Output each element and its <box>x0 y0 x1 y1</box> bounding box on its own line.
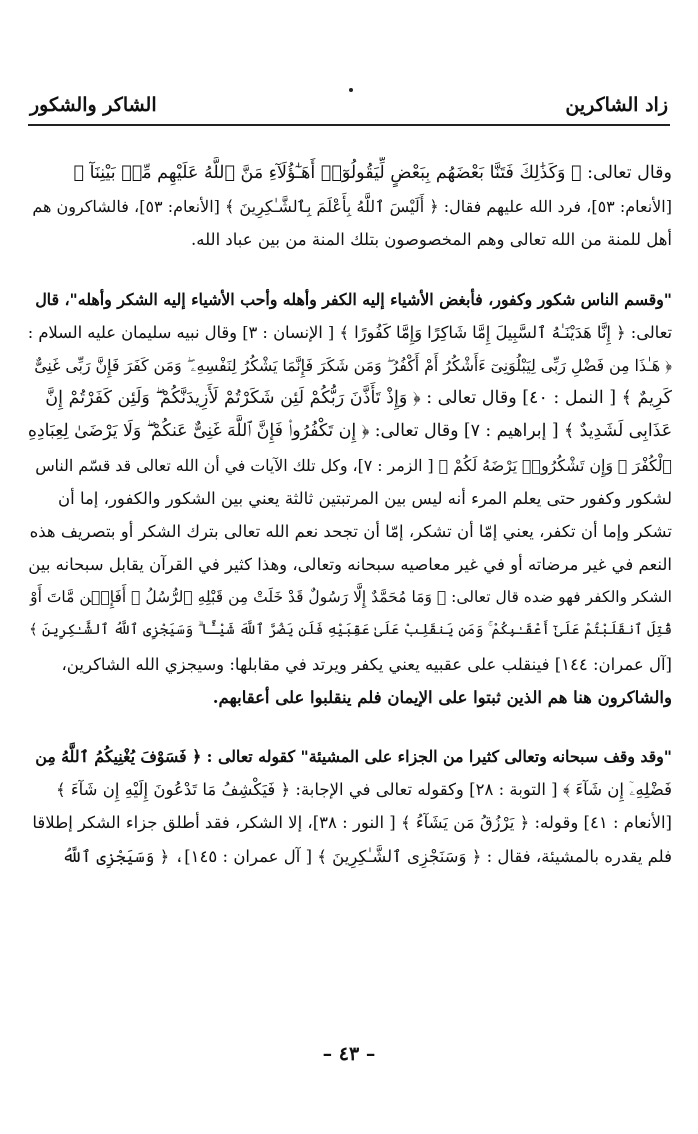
text-line: عَذَابِى لَشَدِيدٌ ﴾ [ إبراهيم : ٧] وقال تعالى: ﴿ إِن تَكْفُرُوا۟ فَإِنَّ ٱللَّهَ غَنِىٌّ عَنكُمْ ۖ وَلَا يَرْضَىٰ لِعِبَادِهِ <box>27 421 672 442</box>
text-line: [آل عمران: ١٤٤] فينقلب على عقبيه يعني يكفر ويرتد في مقابلها: وسيجزي الله الشاكرين، <box>61 654 672 674</box>
header-dot <box>349 88 353 92</box>
text-line: فلم يقدره بالمشيئة، فقال : ﴿ وَسَنَجْزِى ٱلشَّـٰكِرِينَ ﴾ [ آل عمران : ١٤٥]، ﴿ وَسَيَجْزِى ٱللَّهُ <box>62 846 672 866</box>
paragraph <box>26 157 672 257</box>
text-line: ﴿ هَـٰذَا مِن فَضْلِ رَبِّى لِيَبْلُوَنِىٓ ءَأَشْكُرُ أَمْ أَكْفُرُ ۖ وَمَن شَكَرَ فَإِنَّمَا يَشْكُرُ لِنَفْسِهِۦ ۖ وَمَن كَفَرَ فَإِنَّ رَبِّى غَنِىٌّ <box>34 355 672 375</box>
chapter-title: الشاكر والشكور <box>30 94 157 116</box>
running-header <box>30 94 668 118</box>
text-line: أهل للمنة من الله تعالى وهم المخصوصون بتلك المنة من بين عباد الله. <box>191 230 672 250</box>
text-line: قُتِلَ ٱنقَلَبْتُمْ عَلَىٰٓ أَعْقَـٰبِكُمْ ۚ وَمَن يَنقَلِبْ عَلَىٰ عَقِبَيْهِ فَلَن يَضُرَّ ٱللَّهَ شَيْـًٔا ۗ وَسَيَجْزِى ٱللَّهُ ٱلشَّـٰكِرِينَ ﴾ <box>29 622 672 639</box>
text-line: كَرِيمٌ ﴾ [ النمل : ٤٠] وقال تعالى : ﴿ وَإِذْ تَأَذَّنَ رَبُّكُمْ لَئِن شَكَرْتُمْ لَأَزِيدَنَّكُمْ ۖ وَلَئِن كَفَرْتُمْ إِنَّ <box>45 388 672 409</box>
text-line: والشاكرون هنا هم الذين ثبتوا على الإيمان فلم ينقلبوا على أعقابهم. <box>212 687 672 707</box>
page-number: – ٤٣ – <box>322 1043 376 1065</box>
paragraph <box>26 740 672 873</box>
paragraph <box>26 283 672 714</box>
book-title: زاد الشاكرين <box>565 94 668 116</box>
page-body <box>26 157 672 873</box>
paragraph-gap <box>26 257 672 283</box>
text-line: "وقد وقف سبحانه وتعالى كثيرا من الجزاء على المشيئة" كقوله تعالى : ﴿ فَسَوْفَ يُغْنِيكُمُ ٱللَّهُ مِن <box>35 747 672 766</box>
text-line: [الأنعام : ٤١] وقوله: ﴿ يَرْزُقُ مَن يَشَآءُ ﴾ [ النور : ٣٨]، إلا الشكر، فقد أطلق جزاء الشكر إطلاقا <box>32 813 672 833</box>
text-line: [الأنعام: ٥٣]، فرد الله عليهم فقال: ﴿ أَلَيْسَ ٱللَّهُ بِأَعْلَمَ بِٱلشَّـٰكِرِينَ ﴾ [الأنعام: ٥٣]، فالشاكرون هم <box>32 197 672 217</box>
text-line: "وقسم الناس شكور وكفور، فأبغض الأشياء إليه الكفر وأهله وأحب الأشياء إليه الشكر وأهله"، قال <box>35 289 672 309</box>
text-line: وقال تعالى: ﴿ وَكَذَٰلِكَ فَتَنَّا بَعْضَهُم بِبَعْضٍ لِّيَقُولُوٓا۟ أَهَـٰٓؤُلَآءِ مَنَّ ٱللَّهُ عَلَيْهِم مِّنۢ بَيْنِنَآ ﴾ <box>73 163 672 183</box>
text-line: فَضْلِهِۦٓ إِن شَآءَ ﴾ [ التوبة : ٢٨] وكقوله تعالى في الإجابة: ﴿ فَيَكْشِفُ مَا تَدْعُونَ إِلَيْهِ إِن شَآءَ ﴾ <box>55 780 672 800</box>
text-line: الشكر والكفر فهو ضده قال تعالى: ﴿ وَمَا مُحَمَّدٌ إِلَّا رَسُولٌ قَدْ خَلَتْ مِن قَبْلِهِ ٱلرُّسُلُ ۚ أَفَإِي۟ن مَّاتَ أَوْ <box>30 588 672 607</box>
text-line: تشكر وإما أن تكفر، يعني إمّا أن تشكر، إمّا أن تجحد نعم الله تعالى بترك الشكر أو بتصريف هذه <box>29 521 672 541</box>
paragraph-gap <box>26 714 672 740</box>
header-divider <box>28 124 670 126</box>
text-line: النعم في غير مرضاته أو في غير معاصيه سبحانه وتعالى، وهذا كثير في القرآن يقابل سبحانه بين <box>28 555 672 575</box>
text-line: ٱلْكُفْرَ ۖ وَإِن تَشْكُرُوا۟ يَرْضَهُ لَكُمْ ﴾ [ الزمر : ٧]، وكل تلك الآيات في أن الله تعالى قد قسّم الناس <box>35 455 672 475</box>
text-line: تعالى: ﴿ إِنَّا هَدَيْنَـٰهُ ٱلسَّبِيلَ إِمَّا شَاكِرًا وَإِمَّا كَفُورًا ﴾ [ الإنسان : ٣] وقال نبيه سليمان عليه السلام : <box>27 322 672 342</box>
text-line: لشكور وكفور حتى يعلم المرء أنه ليس بين المرتبتين ثالثة يعني بين الشكور والكفور، إما أن <box>58 488 672 508</box>
